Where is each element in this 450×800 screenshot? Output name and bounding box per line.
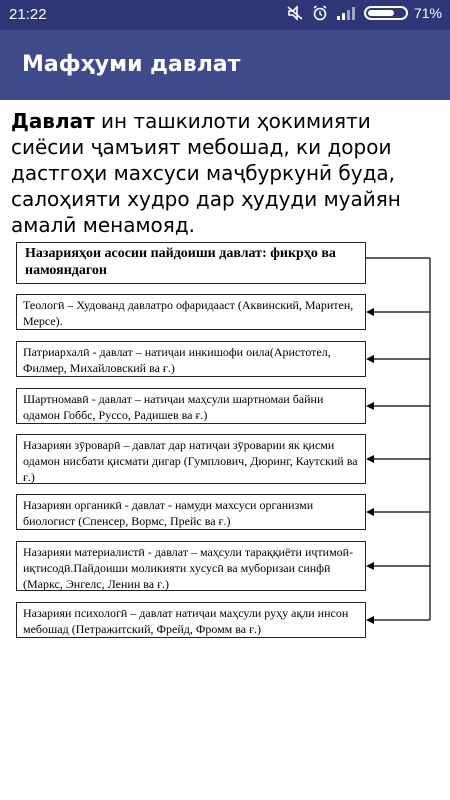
arrow-head-icon (366, 562, 374, 570)
arrow-head-icon (366, 616, 374, 624)
intro-paragraph (11, 108, 443, 238)
page-title: Мафҳуми давлат (22, 52, 241, 77)
battery-icon (364, 6, 408, 20)
diagram-header: Назарияҳои асосии пайдоиши давлат: фикрҳо ва намояндагон (16, 242, 366, 284)
intro-text: ин ташкилоти ҳокимияти сиёсии ҷамъият мебошад, ки дорои дастгоҳи махсуси маҷбуркунӣ буда, салоҳияти худро дар ҳудуди муайян амалӣ менамояд. (11, 109, 401, 237)
status-time: 21:22 (9, 6, 47, 23)
status-icons (286, 5, 442, 21)
mute-icon (286, 5, 304, 21)
theory-box-contract: Шартномавӣ - давлат – натиҷаи маҳсули шартномаи байни одамон Гоббс, Руссо, Радишев ва ғ.) (16, 388, 366, 424)
signal-icon (336, 6, 356, 20)
battery-percent: 71% (413, 5, 442, 21)
intro-term: Давлат (11, 109, 95, 133)
arrow-head-icon (366, 508, 374, 516)
battery-indicator (364, 5, 442, 21)
alarm-icon (312, 5, 328, 21)
theory-box-organic: Назарияи органикӣ - давлат - намуди махсуси организми биологист (Спенсер, Вормс, Прейс ва ғ.) (16, 494, 366, 530)
theory-box-theological: Теологӣ – Худованд давлатро офаридааст (Аквинский, Маритен, Мерсе). (16, 294, 366, 330)
theory-box-violence: Назарияи зӯроварӣ – давлат дар натиҷаи зӯроварии як қисми одамон нисбати қисмати дигар (Гумплович, Дюринг, Каутский ва ғ.) (16, 434, 366, 484)
theory-box-patriarchal: Патриархалӣ - давлат – натиҷаи инкишофи оила(Аристотел, Филмер, Михайловский ва ғ.) (16, 341, 366, 377)
arrow-head-icon (366, 402, 374, 410)
theory-box-psychological: Назарияи психологӣ – давлат натиҷаи маҳсули руҳу ақли инсон мебошад (Петражитский, Фрейд, Фромм ва ғ.) (16, 602, 366, 638)
battery-fill (368, 10, 394, 16)
app-bar (0, 30, 450, 100)
theories-diagram (0, 238, 450, 638)
status-bar (0, 0, 450, 30)
arrow-head-icon (366, 455, 374, 463)
arrow-head-icon (366, 355, 374, 363)
arrow-head-icon (366, 308, 374, 316)
theory-box-materialist: Назарияи материалистӣ - давлат – маҳсули тараққиёти иҷтимоӣ-иқтисодӣ.Пайдоиши моликияти хусусӣ ва муборизаи синфӣ (Маркс, Энгелс, Ленин ва ғ.) (16, 541, 366, 591)
